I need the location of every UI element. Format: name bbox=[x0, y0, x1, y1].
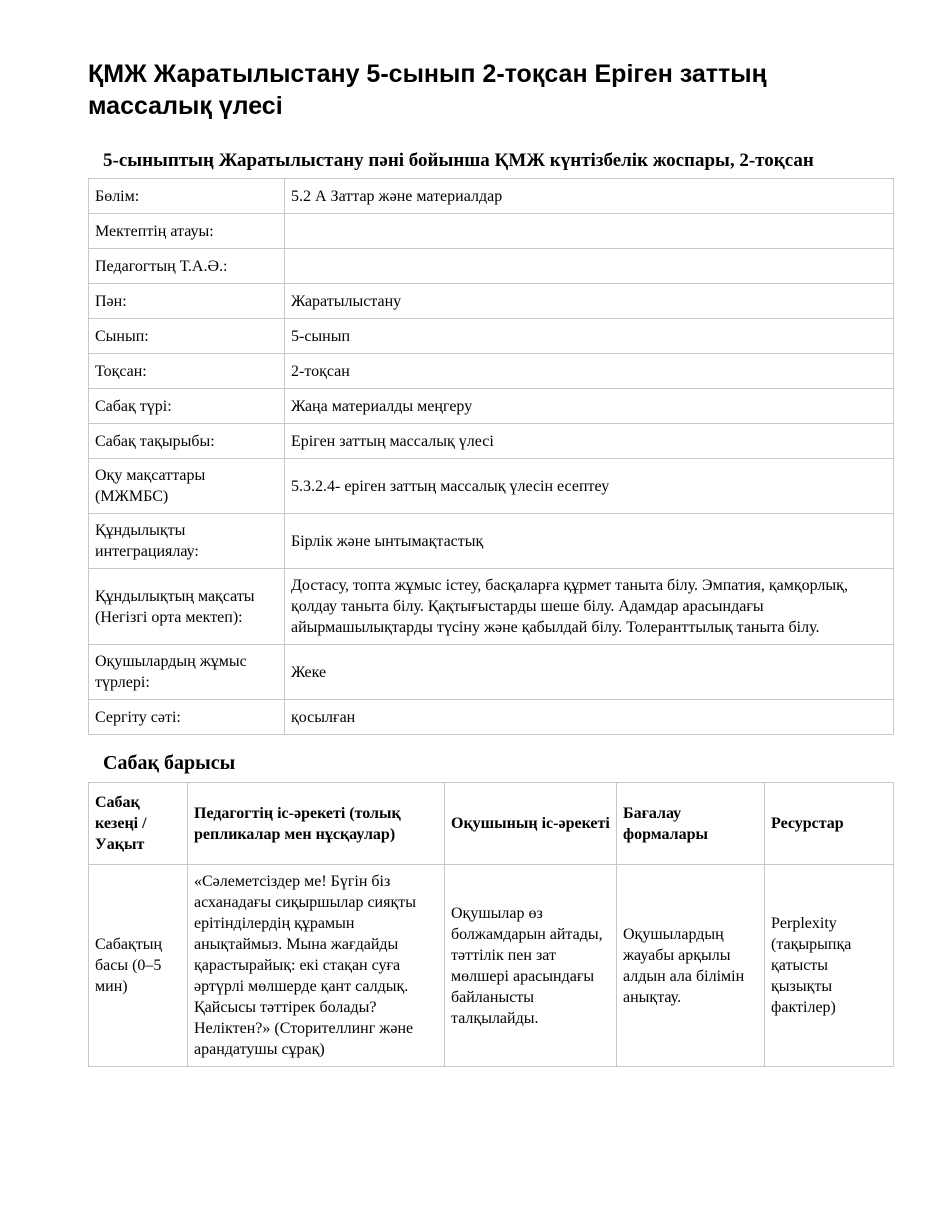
info-label: Сабақ тақырыбы: bbox=[89, 424, 285, 459]
info-row-lesson-type bbox=[89, 389, 894, 424]
info-row-learning-goals bbox=[89, 459, 894, 514]
info-row-value-integration bbox=[89, 514, 894, 569]
table-cell-student-activity: Оқушылар өз болжамдарын айтады, тәттілік пен зат мөлшері арасындағы байланысты талқылайды. bbox=[445, 865, 617, 1067]
table-cell-teacher-activity: «Сәлеметсіздер ме! Бүгін біз асханадағы сиқыршылар сияқты ерітінділердің құрамын анықтаймыз. Мына жағдайды қарастырайық: екі стақан суға әртүрлі мөлшерде қант салдық. Қайсысы тәттірек болады? Неліктен?» (Сторителлинг және арандатушы сұрақ) bbox=[188, 865, 445, 1067]
info-value: Жаңа материалды меңгеру bbox=[285, 389, 894, 424]
info-row-teacher bbox=[89, 249, 894, 284]
info-label: Мектептің атауы: bbox=[89, 214, 285, 249]
info-value: Бірлік және ынтымақтастық bbox=[285, 514, 894, 569]
info-row-quarter bbox=[89, 354, 894, 389]
info-label: Сынып: bbox=[89, 319, 285, 354]
lesson-header-row bbox=[89, 783, 894, 865]
table-row bbox=[89, 865, 894, 1067]
info-row-warmup bbox=[89, 700, 894, 735]
info-value bbox=[285, 214, 894, 249]
info-label: Құндылықты интеграциялау: bbox=[89, 514, 285, 569]
info-label: Педагогтың Т.А.Ә.: bbox=[89, 249, 285, 284]
column-header-teacher-activity: Педагогтің іс-әрекеті (толық репликалар мен нұсқаулар) bbox=[188, 783, 445, 865]
info-label: Пән: bbox=[89, 284, 285, 319]
info-row-subject bbox=[89, 284, 894, 319]
info-table bbox=[88, 178, 894, 735]
page-title: ҚМЖ Жаратылыстану 5-сынып 2-тоқсан Еріген заттың массалық үлесі bbox=[88, 60, 767, 120]
info-label: Оқушылардың жұмыс түрлері: bbox=[89, 645, 285, 700]
info-row-grade bbox=[89, 319, 894, 354]
info-label: Оқу мақсаттары (МЖМБС) bbox=[89, 459, 285, 514]
info-label: Сергіту сәті: bbox=[89, 700, 285, 735]
table-cell-stage: Сабақтың басы (0–5 мин) bbox=[89, 865, 188, 1067]
info-label: Құндылықтың мақсаты (Негізгі орта мектеп): bbox=[89, 569, 285, 645]
lesson-table bbox=[88, 782, 894, 1067]
info-row-work-types bbox=[89, 645, 894, 700]
lesson-heading: Сабақ барысы bbox=[103, 752, 236, 774]
info-value: қосылған bbox=[285, 700, 894, 735]
info-value: 2-тоқсан bbox=[285, 354, 894, 389]
document-page bbox=[88, 58, 893, 1067]
info-row-value-goal bbox=[89, 569, 894, 645]
column-header-student-activity: Оқушының іс-әрекеті bbox=[445, 783, 617, 865]
info-label: Тоқсан: bbox=[89, 354, 285, 389]
column-header-assessment: Бағалау формалары bbox=[617, 783, 765, 865]
table-cell-resources: Perplexity (тақырыпқа қатысты қызықты фактілер) bbox=[765, 865, 894, 1067]
info-value: Еріген заттың массалық үлесі bbox=[285, 424, 894, 459]
info-value: 5.3.2.4- еріген заттың массалық үлесін есептеу bbox=[285, 459, 894, 514]
info-label: Сабақ түрі: bbox=[89, 389, 285, 424]
info-value bbox=[285, 249, 894, 284]
info-value: Жаратылыстану bbox=[285, 284, 894, 319]
info-value: Жеке bbox=[285, 645, 894, 700]
info-value: 5-сынып bbox=[285, 319, 894, 354]
plan-heading: 5-сыныптың Жаратылыстану пәні бойынша ҚМЖ күнтізбелік жоспары, 2-тоқсан bbox=[103, 150, 814, 171]
info-row-lesson-topic bbox=[89, 424, 894, 459]
info-label: Бөлім: bbox=[89, 179, 285, 214]
info-value: 5.2 А Заттар және материалдар bbox=[285, 179, 894, 214]
column-header-stage: Сабақ кезеңі / Уақыт bbox=[89, 783, 188, 865]
column-header-resources: Ресурстар bbox=[765, 783, 894, 865]
info-row-school bbox=[89, 214, 894, 249]
table-cell-assessment: Оқушылардың жауабы арқылы алдын ала білімін анықтау. bbox=[617, 865, 765, 1067]
info-row-section bbox=[89, 179, 894, 214]
info-value: Достасу, топта жұмыс істеу, басқаларға құрмет таныта білу. Эмпатия, қамқорлық, қолдау таныта білу. Қақтығыстарды шеше білу. Адамдар арасындағы айырмашылықтарды түсіну және қабылдай білу. Толеранттылық таныта білу. bbox=[285, 569, 894, 645]
